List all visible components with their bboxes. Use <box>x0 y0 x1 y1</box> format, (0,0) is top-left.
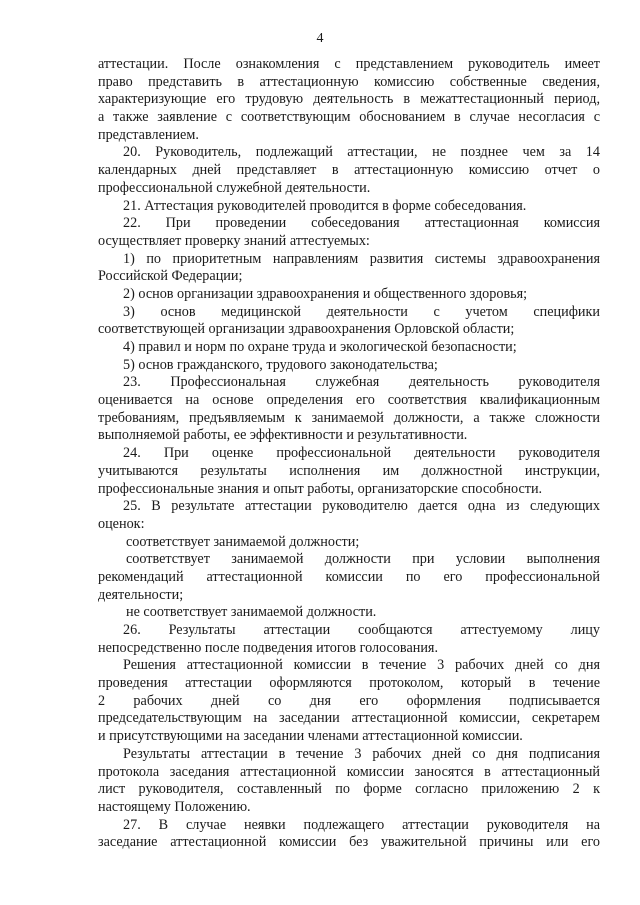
text-line: выполняемой работы, ее эффективности и результативности. <box>98 427 468 444</box>
text-line: 4) правил и норм по охране труда и экологической безопасности; <box>123 339 517 355</box>
text-line: соответствует занимаемой должности при условии выполнения <box>126 551 600 568</box>
text-line: председательствующим на заседании аттестационной комиссии, секретарем <box>98 710 600 727</box>
text-line: оценивается на основе определения его соответствия квалификационным <box>98 392 600 409</box>
text-line: осуществляет проверку знаний аттестуемых: <box>98 232 370 249</box>
text-line: 24. При оценке профессиональной деятельности руководителя <box>123 445 600 462</box>
text-line: проведения аттестации оформляются протоколом, который в течение <box>98 675 600 692</box>
text-line: 21. Аттестация руководителей проводится в форме собеседования. <box>123 197 527 214</box>
text-line: соответствует занимаемой должности; <box>126 533 360 550</box>
text-line: календарных дней представляет в аттестационную комиссию отчет о <box>98 162 600 179</box>
text-line: протокола заседания аттестационной комиссии заносятся в аттестационный <box>98 763 600 780</box>
document-body <box>98 56 600 852</box>
text-line: представлением. <box>98 126 199 143</box>
text-line: 1) по приоритетным направлениям развития системы здравоохранения <box>123 250 600 267</box>
text-line: 2 рабочих дней со дня его оформления подписывается <box>98 692 600 709</box>
text-line: 3) основ медицинской деятельности с учетом специфики <box>123 303 600 320</box>
text-line: 20. Руководитель, подлежащий аттестации, не позднее чем за 14 <box>123 144 600 161</box>
text-line: Результаты аттестации в течение 3 рабочих дней со дня подписания <box>123 745 600 762</box>
text-line: 22. При проведении собеседования аттестационная комиссия <box>123 215 600 232</box>
text-line: требованиям, предъявляемым к занимаемой должности, а также сложности <box>98 409 600 426</box>
text-line: лист руководителя, составленный по форме согласно приложению 2 к <box>98 781 600 798</box>
text-line: рекомендаций аттестационной комиссии по его профессиональной <box>98 568 600 585</box>
text-line: и присутствующими на заседании членами аттестационной комиссии. <box>98 728 523 745</box>
text-line: право представить в аттестационную комиссию собственные сведения, <box>98 73 600 90</box>
text-line: не соответствует занимаемой должности. <box>126 604 377 621</box>
text-line: 2) основ организации здравоохранения и общественного здоровья; <box>123 285 528 302</box>
text-line: профессиональной служебной деятельности. <box>98 179 371 196</box>
text-line: соответствующей организации здравоохранения Орловской области; <box>98 321 515 338</box>
text-line: Российской Федерации; <box>98 268 243 285</box>
text-line: 25. В результате аттестации руководителю дается одна из следующих <box>123 498 600 515</box>
text-line: непосредственно после подведения итогов голосования. <box>98 639 439 656</box>
text-line: заседание аттестационной комиссии без уважительной причины или его <box>98 834 600 851</box>
text-line: профессиональные знания и опыт работы, организаторские способности. <box>98 480 543 497</box>
text-line: Решения аттестационной комиссии в течение 3 рабочих дней со дня <box>123 657 600 674</box>
text-line: аттестации. После ознакомления с представлением руководитель имеет <box>98 56 600 72</box>
text-line: 27. В случае неявки подлежащего аттестации руководителя на <box>123 816 600 833</box>
text-line: а также заявление с соответствующим обоснованием в случае несогласия с <box>98 109 600 126</box>
text-line: характеризующие его трудовую деятельность в межаттестационный период, <box>98 91 600 108</box>
text-line: 5) основ гражданского, трудового законодательства; <box>123 356 438 373</box>
text-line: деятельности; <box>98 586 184 603</box>
text-line: настоящему Положению. <box>98 798 251 815</box>
text-line: 23. Профессиональная служебная деятельность руководителя <box>123 374 600 391</box>
page-number: 4 <box>316 31 324 46</box>
text-line: оценок: <box>98 515 145 532</box>
text-line: учитываются результаты исполнения им должностной инструкции, <box>98 462 600 479</box>
text-line: 26. Результаты аттестации сообщаются аттестуемому лицу <box>123 622 600 638</box>
